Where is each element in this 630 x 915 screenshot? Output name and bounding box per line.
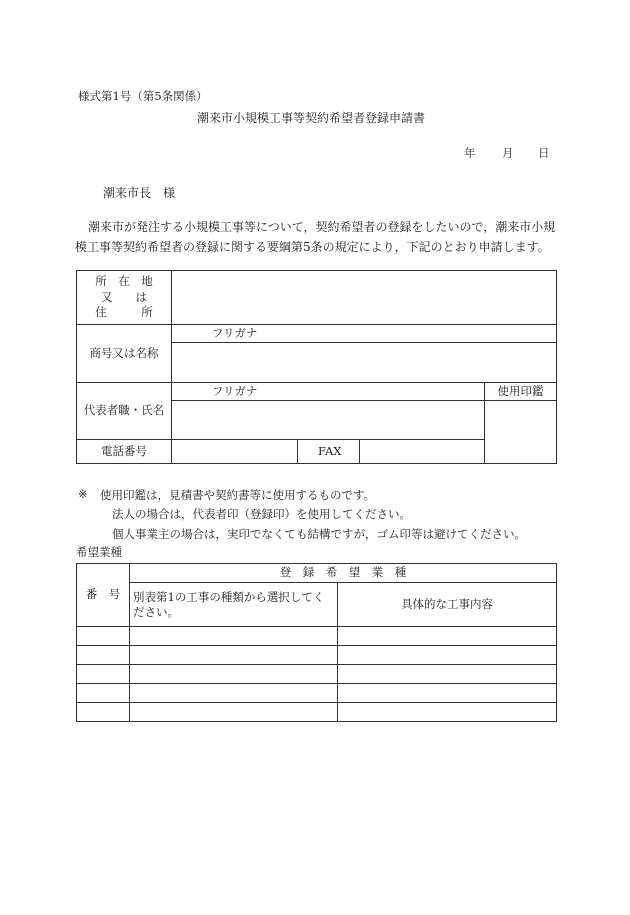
date-month-label: 月 <box>502 146 514 160</box>
row-number-cell[interactable] <box>77 646 130 665</box>
address-label-cell <box>77 271 172 325</box>
addressee: 潮来市長 様 <box>103 186 176 200</box>
registration-header: 登 録 希 望 業 種 <box>130 564 557 583</box>
detail-header: 具体的な工事内容 <box>338 583 557 627</box>
row-category-cell[interactable] <box>130 684 338 703</box>
table-row <box>77 684 557 703</box>
address-label-line-1: 所 在 地 <box>95 274 153 289</box>
date-year-label: 年 <box>464 146 476 160</box>
row-detail-cell[interactable] <box>338 627 557 646</box>
fax-label: FAX <box>298 440 360 464</box>
row-detail-cell[interactable] <box>338 646 557 665</box>
trade-name-furigana-field[interactable] <box>172 325 557 343</box>
row-category-cell[interactable] <box>130 646 338 665</box>
note-line-1: 使用印鑑は，見積書や契約書等に使用するものです。 <box>100 488 376 502</box>
furigana-label: フリガナ <box>212 325 258 340</box>
address-field[interactable] <box>172 271 557 325</box>
row-category-cell[interactable] <box>130 627 338 646</box>
stamp-label: 使用印鑑 <box>485 383 557 401</box>
row-category-cell[interactable] <box>130 665 338 684</box>
table-row <box>77 665 557 684</box>
intro-line-1: 潮来市が発注する小規模工事等について，契約希望者の登録をしたいので，潮来市小規 <box>88 220 556 234</box>
row-category-cell[interactable] <box>130 703 338 722</box>
representative-furigana-field[interactable] <box>172 383 485 401</box>
category-header: 別表第1の工事の種類から選択してください。 <box>130 583 338 627</box>
phone-field[interactable] <box>172 440 298 464</box>
desired-work-table <box>76 563 557 722</box>
date-day-label: 日 <box>538 146 550 160</box>
intro-line-2: 模工事等契約希望者の登録に関する要綱第5条の規定により，下記のとおり申請します。 <box>75 240 550 254</box>
row-number-cell[interactable] <box>77 703 130 722</box>
trade-name-label: 商号又は名称 <box>77 325 172 383</box>
desired-work-label: 希望業種 <box>76 545 122 559</box>
table-row <box>77 646 557 665</box>
table-row <box>77 627 557 646</box>
row-number-cell[interactable] <box>77 665 130 684</box>
furigana-label: フリガナ <box>212 383 258 398</box>
address-label-line-2: 又 は <box>101 289 147 304</box>
row-number-cell[interactable] <box>77 627 130 646</box>
note-line-2: 法人の場合は，代表者印（登録印）を使用してください。 <box>112 507 411 521</box>
document-title: 潮来市小規模工事等契約希望者登録申請書 <box>197 111 426 125</box>
form-number: 様式第1号（第5条関係） <box>78 89 208 103</box>
representative-name-field[interactable] <box>172 401 485 440</box>
address-label-line-3: 住 所 <box>95 305 153 320</box>
trade-name-field[interactable] <box>172 343 557 383</box>
applicant-info-table <box>76 270 557 464</box>
note-mark: ※ <box>78 487 88 501</box>
row-detail-cell[interactable] <box>338 684 557 703</box>
table-row <box>77 703 557 722</box>
phone-label: 電話番号 <box>77 440 172 464</box>
row-detail-cell[interactable] <box>338 703 557 722</box>
fax-field[interactable] <box>360 440 485 464</box>
stamp-field[interactable] <box>485 401 557 464</box>
row-detail-cell[interactable] <box>338 665 557 684</box>
row-number-cell[interactable] <box>77 684 130 703</box>
note-line-3: 個人事業主の場合は，実印でなくても結構ですが，ゴム印等は避けてください。 <box>112 527 526 541</box>
number-header: 番 号 <box>77 564 130 627</box>
representative-label: 代表者職・氏名 <box>77 383 172 440</box>
